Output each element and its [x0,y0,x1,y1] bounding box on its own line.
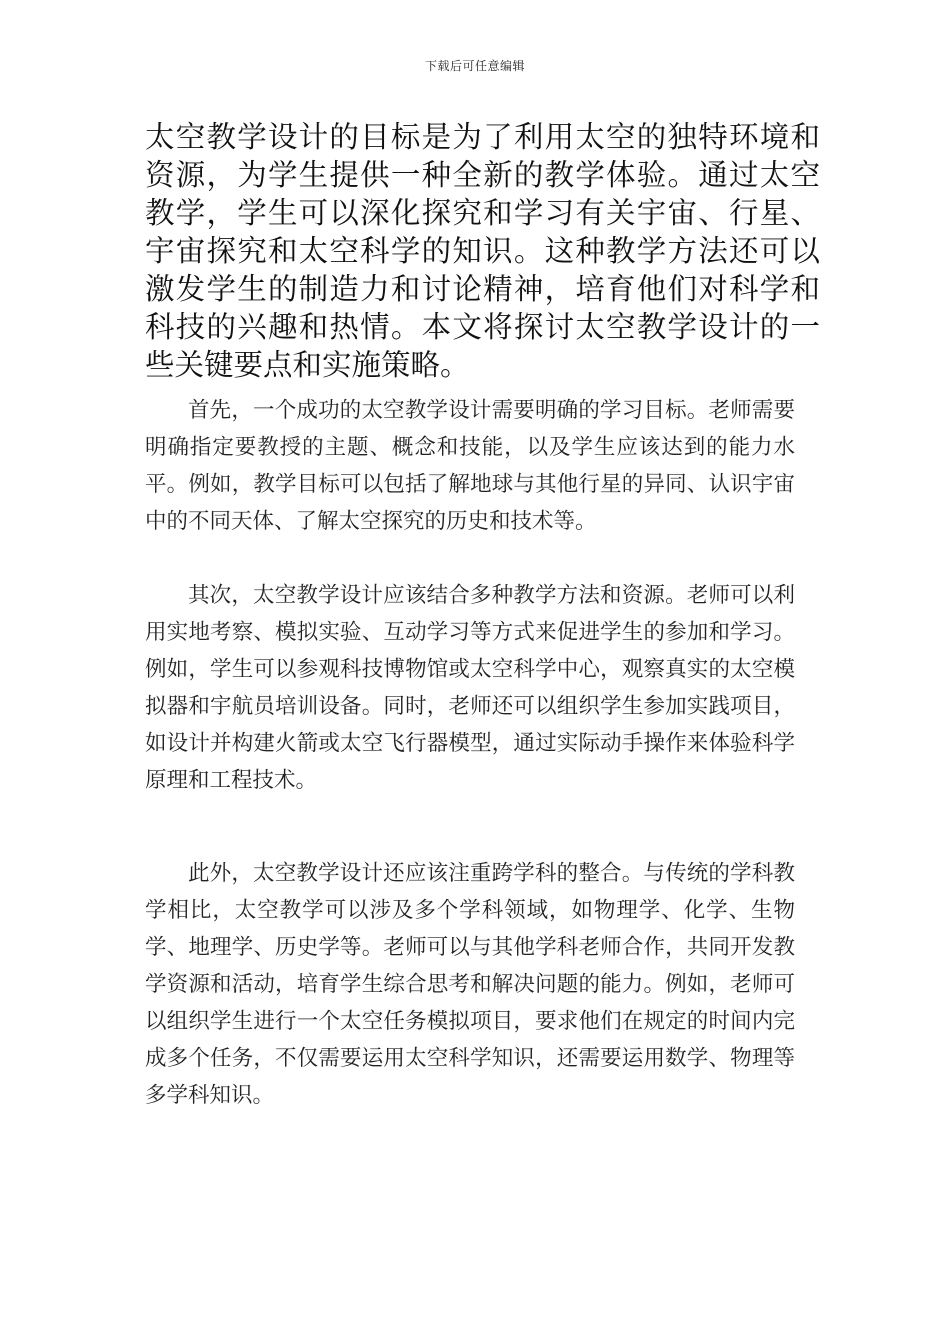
header-note: 下载后可任意编辑 [424,59,525,73]
body-paragraph-2: 其次，太空教学设计应该结合多种教学方法和资源。老师可以利用实地考察、模拟实验、互动学习等方式来促进学生的参加和学习。例如，学生可以参观科技博物馆或太空科学中心，观察真实的太空模拟器和宇航员培训设备。同时，老师还可以组织学生参加实践项目，如设计并构建火箭或太空飞行器模型，通过实际动手操作来体验科学原理和工程技术。 [145,583,795,793]
body-paragraph-1: 首先，一个成功的太空教学设计需要明确的学习目标。老师需要明确指定要教授的主题、概念和技能，以及学生应该达到的能力水平。例如，教学目标可以包括了解地球与其他行星的异同、认识宇宙中的不同天体、了解太空探究的历史和技术等。 [145,398,795,534]
body-paragraph-3: 此外，太空教学设计还应该注重跨学科的整合。与传统的学科教学相比，太空教学可以涉及多个学科领域，如物理学、化学、生物学、地理学、历史学等。老师可以与其他学科老师合作，共同开发教学资源和活动，培育学生综合思考和解决问题的能力。例如，老师可以组织学生进行一个太空任务模拟项目，要求他们在规定的时间内完成多个任务，不仅需要运用太空科学知识，还需要运用数学、物理等多学科知识。 [145,861,795,1108]
intro-paragraph: 太空教学设计的目标是为了利用太空的独特环境和资源，为学生提供一种全新的教学体验。通过太空教学，学生可以深化探究和学习有关宇宙、行星、宇宙探究和太空科学的知识。这种教学方法还可以激发学生的制造力和讨论精神，培育他们对科学和科技的兴趣和热情。本文将探讨太空教学设计的一些关键要点和实施策略。 [145,120,820,382]
